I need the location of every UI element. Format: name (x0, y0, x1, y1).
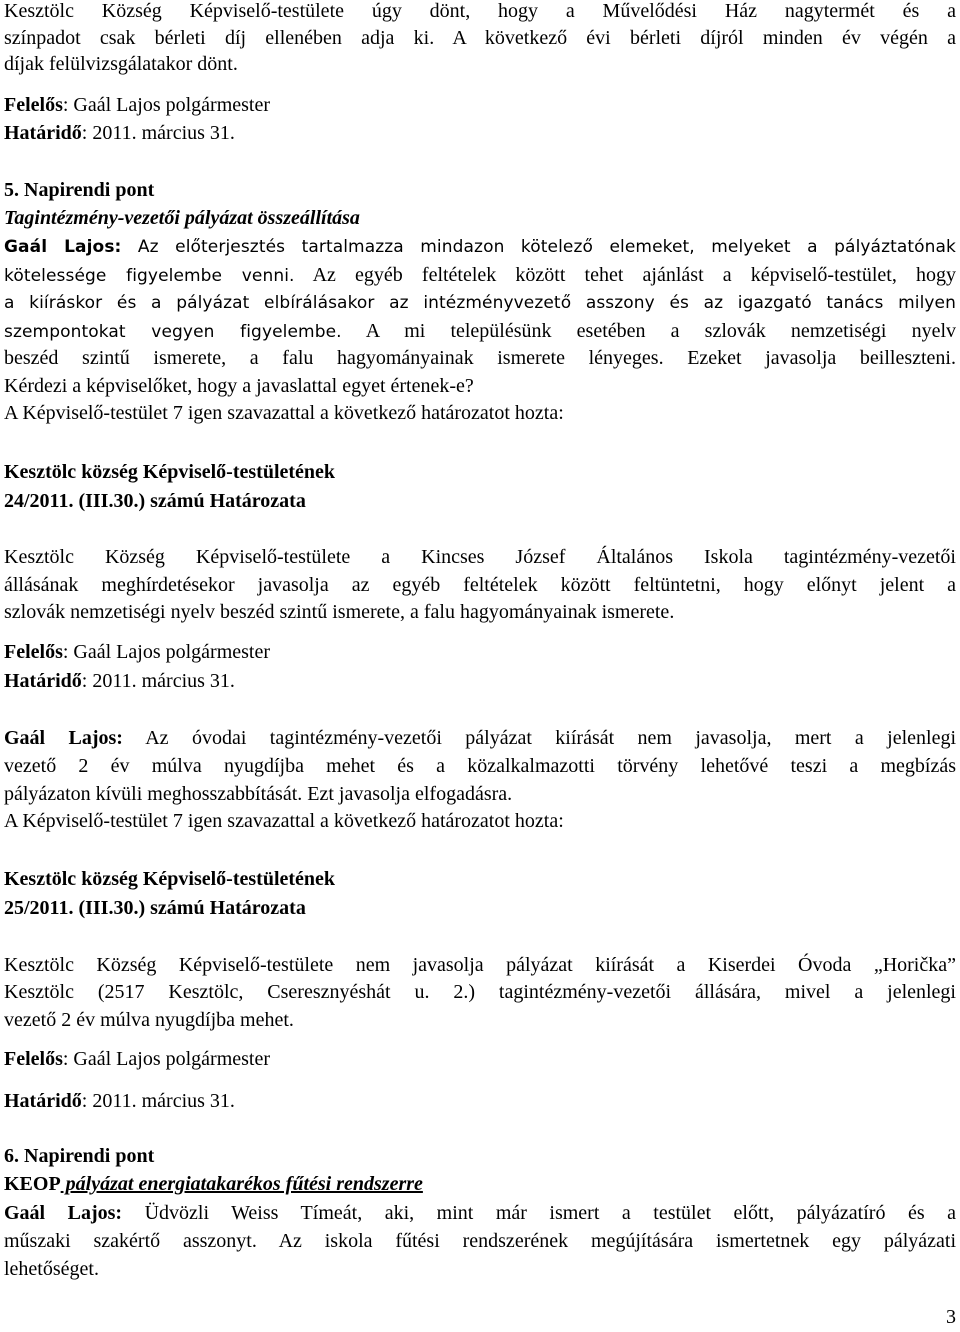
resolution-number: 24/2011. (III.30.) számú Határozata (4, 490, 306, 512)
resolution-heading: Kesztölc község Képviselő-testületének (4, 868, 336, 890)
hatarido-line (4, 670, 235, 692)
para-line: lehetőséget. (4, 1258, 99, 1280)
para-line: vezető 2 év múlva nyugdíjba mehet és a közalkalmazotti törvény lehetővé teszi a megbízás (4, 755, 956, 777)
felelos-value: : Gaál Lajos polgármester (62, 1048, 271, 1070)
section-heading: 6. Napirendi pont (4, 1145, 155, 1167)
para-line: Kesztölc (2517 Kesztölc, Cseresznyéshát u. 2.) tagintézmény-vezetői állására, mivel a jelenlegi (4, 981, 956, 1003)
felelos-line (4, 94, 270, 116)
hatarido-line (4, 122, 235, 144)
para-line: szempontokat vegyen figyelembe. A mi településünk esetében a szlovák nemzetiségi nyelv (4, 320, 956, 342)
felelos-line (4, 641, 270, 663)
felelos-value: : Gaál Lajos polgármester (62, 641, 271, 663)
para-line: Gaál Lajos: Az előterjesztés tartalmazza mindazon kötelező elemeket, melyeket a pályáztatónak (4, 237, 956, 257)
para-line: Kesztölc Község Képviselő-testülete a Kincses József Általános Iskola tagintézmény-vezetői (4, 546, 956, 568)
para-line: díjak felülvizsgálatakor dönt. (4, 53, 238, 75)
hatarido-value: : 2011. március 31. (81, 1090, 235, 1112)
speaker: Gaál Lajos: (4, 727, 123, 749)
para-line: színpadot csak bérleti díj ellenében adja ki. A következő évi bérleti díjról minden év végén a (4, 27, 956, 49)
resolution-heading: Kesztölc község Képviselő-testületének (4, 461, 336, 483)
para-line: a kiíráskor és a pályázat elbírálásakor az intézményvezető asszony és az igazgató tanács milyen (4, 293, 956, 313)
hatarido-value: : 2011. március 31. (81, 670, 235, 692)
section-title: Tagintézmény-vezetői pályázat összeállítása (4, 207, 360, 229)
para-line: vezető 2 év múlva nyugdíjba mehet. (4, 1009, 294, 1031)
para-line: A Képviselő-testület 7 igen szavazattal a következő határozatot hozta: (4, 402, 564, 424)
felelos-value: : Gaál Lajos polgármester (62, 94, 271, 116)
hatarido-label: Határidő (4, 1090, 82, 1112)
hatarido-value: : 2011. március 31. (81, 122, 235, 144)
felelos-label: Felelős (4, 1048, 63, 1070)
para-line: Gaál Lajos: Az óvodai tagintézmény-vezetői pályázat kiírását nem javasolja, mert a jelenlegi (4, 727, 956, 749)
para-line: pályázaton kívüli meghosszabbítását. Ezt javasolja elfogadásra. (4, 783, 513, 805)
resolution-number: 25/2011. (III.30.) számú Határozata (4, 897, 306, 919)
hatarido-label: Határidő (4, 670, 82, 692)
para-line: kötelessége figyelembe venni. Az egyéb feltételek között tehet ajánlást a képviselő-testület, hogy (4, 264, 956, 286)
para-line: állásának meghírdetésekor javasolja az egyéb feltételek között feltüntetni, hogy előnyt jelent a (4, 574, 956, 596)
felelos-label: Felelős (4, 94, 63, 116)
section-title: KEOP pályázat energiatakarékos fűtési rendszerre (4, 1173, 423, 1195)
para-line: beszéd szintű ismerete, a falu hagyományainak ismerete lényeges. Ezeket javasolja beilleszteni. (4, 347, 956, 369)
section-heading: 5. Napirendi pont (4, 179, 155, 201)
hatarido-label: Határidő (4, 122, 82, 144)
para-line: A Képviselő-testület 7 igen szavazattal a következő határozatot hozta: (4, 810, 564, 832)
speaker: Gaál Lajos: (4, 237, 122, 257)
para-line: Kesztölc Község Képviselő-testülete úgy dönt, hogy a Művelődési Ház nagytermét és a (4, 0, 956, 22)
page-number: 3 (946, 1306, 956, 1328)
para-line: Gaál Lajos: Üdvözli Weiss Tímeát, aki, mint már ismert a testület előtt, pályázatíró és a (4, 1202, 956, 1224)
para-line: Kesztölc Község Képviselő-testülete nem javasolja pályázat kiírását a Kiserdei Óvoda „Horička” (4, 954, 956, 976)
felelos-label: Felelős (4, 641, 63, 663)
hatarido-line (4, 1090, 235, 1112)
para-line: szlovák nemzetiségi nyelv beszéd szintű ismerete, a falu hagyományainak ismerete. (4, 601, 675, 623)
para-line: Kérdezi a képviselőket, hogy a javaslattal egyet értenek-e? (4, 375, 474, 397)
para-line: műszaki szakértő asszonyt. Az iskola fűtési rendszerének megújítására ismertetnek egy pályázati (4, 1230, 956, 1252)
speaker: Gaál Lajos: (4, 1202, 123, 1224)
felelos-line (4, 1048, 270, 1070)
